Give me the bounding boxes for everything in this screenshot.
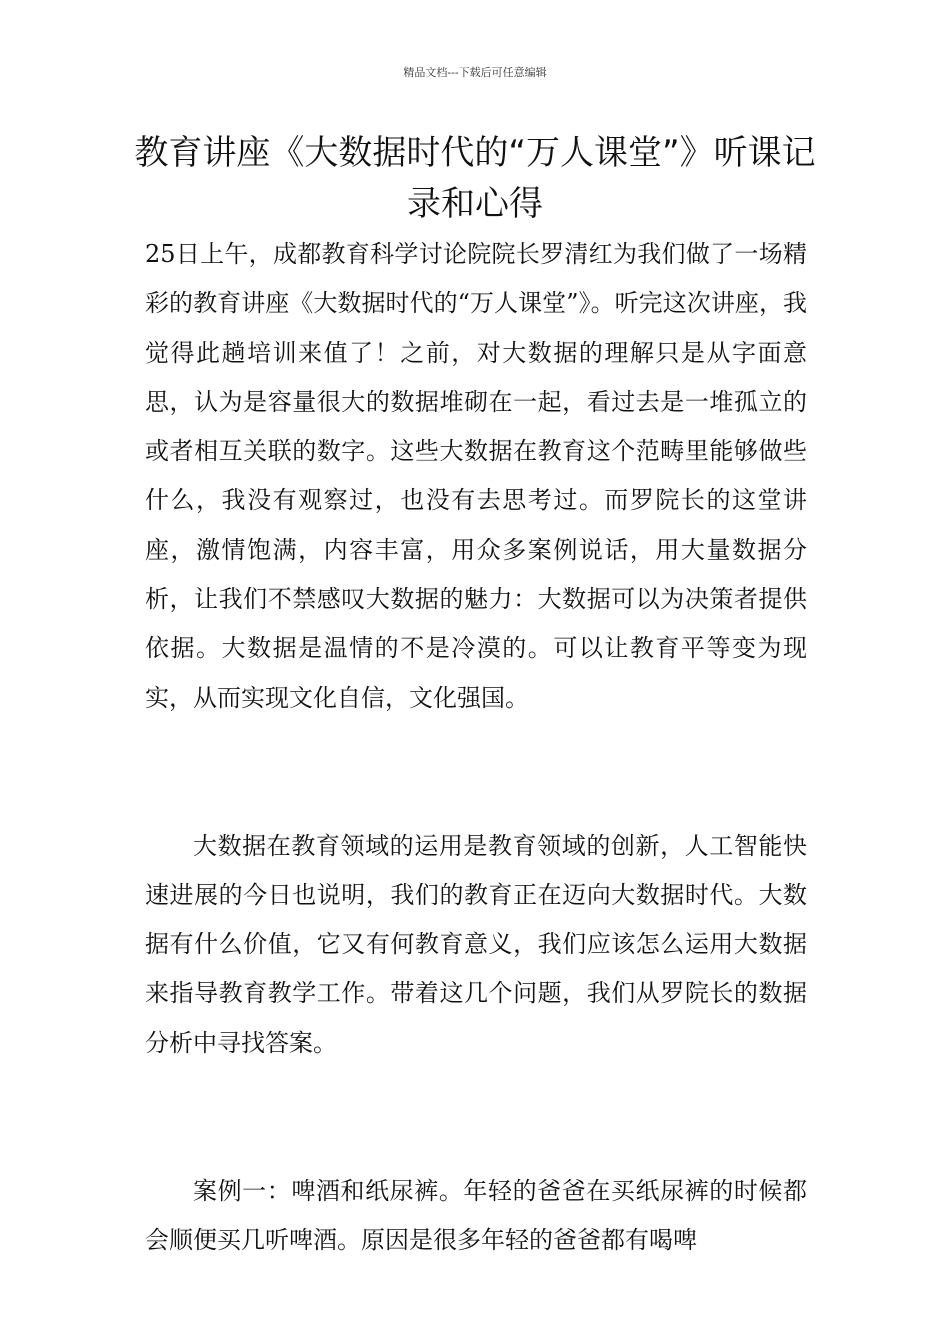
paragraph-1: 25日上午，成都教育科学讨论院院长罗清红为我们做了一场精彩的教育讲座《大数据时代的“万人课堂”》。听完这次讲座，我觉得此趟培训来值了！之前，对大数据的理解只是从字面意思，认为是容量很大的数据堆砌在一起，看过去是一堆孤立的或者相互关联的数字。这些大数据在教育这个范畴里能够做些什么，我没有观察过，也没有去思考过。而罗院长的这堂讲座，激情饱满，内容丰富，用众多案例说话，用大量数据分析，让我们不禁感叹大数据的魅力：大数据可以为决策者提供依据。大数据是温情的不是冷漠的。可以让教育平等变为现实，从而实现文化自信，文化强国。: [145, 240, 807, 712]
paragraph-gap: [145, 1068, 807, 1117]
document-title: 教育讲座《大数据时代的“万人课堂”》听课记录和心得: [134, 133, 816, 224]
paragraph-gap: [145, 772, 807, 821]
paragraph-gap: [145, 723, 807, 772]
page-header: 精品文档---下载后可任意编辑: [403, 66, 547, 79]
paragraph-gap: [145, 1117, 807, 1166]
document-body: [145, 230, 807, 1265]
paragraph-3: 案例一：啤酒和纸尿裤。年轻的爸爸在买纸尿裤的时候都会顺便买几听啤酒。原因是很多年轻的爸爸都有喝啤: [145, 1176, 807, 1254]
paragraph-2: 大数据在教育领域的运用是教育领域的创新，人工智能快速进展的今日也说明，我们的教育正在迈向大数据时代。大数据有什么价值，它又有何教育意义，我们应该怎么运用大数据来指导教育教学工作。带着这几个问题，我们从罗院长的数据分析中寻找答案。: [145, 831, 807, 1057]
